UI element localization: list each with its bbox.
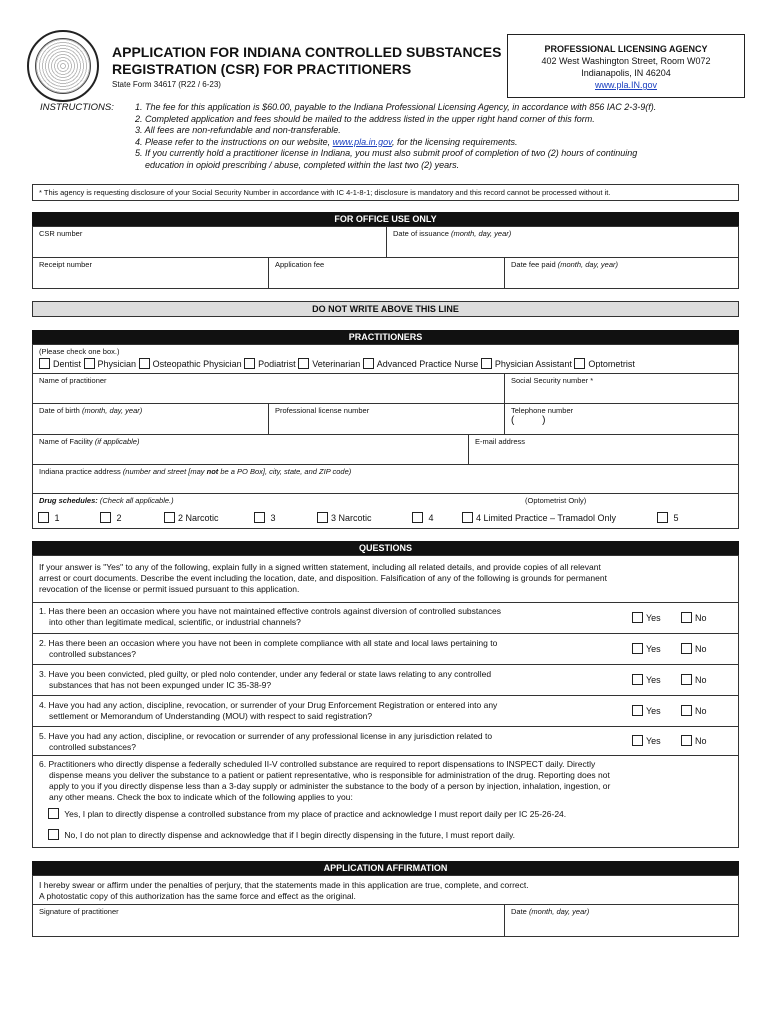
affirmation-line-1: I hereby swear or affirm under the penalties of perjury, that the statements made in this application are true, complete, and correct. — [39, 880, 529, 890]
q3-no — [681, 674, 707, 685]
ssn-notice: * This agency is requesting disclosure of your Social Security Number in accordance with IC 4-1-8-1; disclosure is mandatory and this record cannot be processed without it. — [32, 184, 739, 201]
pla-website-link[interactable]: www.pla.in.gov — [332, 136, 392, 147]
schedule-5-checkbox[interactable] — [657, 512, 668, 523]
q1-yes — [632, 612, 661, 623]
schedule-3 — [254, 512, 276, 523]
q4-no — [681, 705, 707, 716]
schedule-1-checkbox[interactable] — [38, 512, 49, 523]
q6-yes-option — [48, 808, 566, 820]
q2-no-label: No — [695, 644, 707, 654]
email-label: E-mail address — [475, 437, 526, 446]
signature-date-field[interactable] — [504, 904, 739, 937]
telephone-field[interactable] — [504, 403, 739, 435]
agency-name: PROFESSIONAL LICENSING AGENCY — [544, 44, 708, 54]
q2-yes-checkbox[interactable] — [632, 643, 643, 654]
date-issuance-hint: (month, day, year) — [450, 229, 512, 238]
date-issuance-label: Date of issuance — [393, 229, 449, 238]
q5-no — [681, 735, 707, 746]
q6-no-option — [48, 829, 515, 841]
q5-no-label: No — [695, 736, 707, 746]
q1-no — [681, 612, 707, 623]
csr-number-field[interactable] — [32, 226, 387, 258]
osteopathic-physician-checkbox[interactable] — [139, 358, 150, 369]
q4-yes-label: Yes — [646, 706, 661, 716]
date-of-birth-field[interactable] — [32, 403, 269, 435]
dentist-checkbox[interactable] — [39, 358, 50, 369]
instruction-5-line-1: 5. If you currently hold a practitioner license in Indiana, you must also submit proof of completion of two (2) hours of continuing — [135, 148, 638, 158]
schedule-2-label: 2 — [116, 513, 122, 523]
instruction-4 — [135, 137, 735, 149]
physician-checkbox[interactable] — [84, 358, 95, 369]
questions-heading: QUESTIONS — [32, 541, 739, 555]
application-fee-field[interactable] — [268, 257, 505, 289]
optometrist-label: Optometrist — [588, 359, 635, 369]
schedule-2n-checkbox[interactable] — [164, 512, 175, 523]
question-5-text-2: controlled substances? — [49, 742, 136, 752]
q1-yes-checkbox[interactable] — [632, 612, 643, 623]
questions-intro-2: arrest or court documents. Describe the event including the location, date, and disposition. Falsification of any of the following is grounds for permanent — [39, 573, 607, 583]
facility-name-field[interactable] — [32, 434, 469, 465]
q3-yes — [632, 674, 661, 685]
schedule-2-checkbox[interactable] — [100, 512, 111, 523]
veterinarian-label: Veterinarian — [312, 359, 361, 369]
q4-yes — [632, 705, 661, 716]
q2-no-checkbox[interactable] — [681, 643, 692, 654]
q6-yes-text: Yes, I plan to directly dispense a controlled substance from my place of practice and acknowledge I must report daily per IC 25-26-24. — [64, 809, 567, 819]
signature-date-label: Date — [511, 907, 527, 916]
schedule-4lp — [462, 512, 616, 523]
license-number-label: Professional license number — [275, 406, 370, 415]
agency-address-2: Indianapolis, IN 46204 — [581, 68, 671, 78]
practitioner-type-section — [32, 344, 739, 374]
question-6-line-1: 6. Practitioners who directly dispense a federally scheduled II-V controlled substance are required to report dispensations to INSPECT daily. Directly — [39, 759, 596, 769]
facility-label: Name of Facility — [39, 437, 93, 446]
q4-no-label: No — [695, 706, 707, 716]
signature-date-hint: (month, day, year) — [528, 907, 590, 916]
drug-schedules-label: Drug schedules: — [39, 496, 98, 505]
address-hint-not: not — [206, 467, 219, 476]
practitioners-heading: PRACTITIONERS — [32, 330, 739, 344]
schedule-3n — [317, 512, 372, 523]
physician-label: Physician — [97, 359, 137, 369]
agency-box — [507, 34, 745, 98]
question-3-text-2: substances that has not been expunged under IC 35-38-9? — [49, 680, 272, 690]
practitioner-name-label: Name of practitioner — [39, 376, 107, 385]
affirmation-statement — [32, 875, 739, 905]
affirmation-heading: APPLICATION AFFIRMATION — [32, 861, 739, 875]
ssn-label: Social Security number * — [511, 376, 594, 385]
schedule-1 — [38, 512, 60, 523]
optometrist-checkbox[interactable] — [574, 358, 585, 369]
receipt-number-label: Receipt number — [39, 260, 92, 269]
q2-yes-label: Yes — [646, 644, 661, 654]
q5-yes — [632, 735, 661, 746]
q6-yes-checkbox[interactable] — [48, 808, 59, 819]
q4-no-checkbox[interactable] — [681, 705, 692, 716]
schedule-3-checkbox[interactable] — [254, 512, 265, 523]
dob-label: Date of birth — [39, 406, 80, 415]
instruction-5-line-2: education in opioid prescribing / abuse, completed within the last two (2) years. — [145, 159, 460, 170]
schedule-5-label: 5 — [673, 513, 679, 523]
instruction-3: 3. All fees are non-refundable and non-transferable. — [135, 125, 341, 135]
agency-website-link[interactable]: www.pla.IN.gov — [594, 80, 658, 90]
physician-assistant-label: Physician Assistant — [494, 359, 572, 369]
address-hint-pre: (number and street [may — [122, 467, 207, 476]
instruction-2: 2. Completed application and fees should be mailed to the address listed in the upper right hand corner of this form. — [135, 113, 595, 124]
email-field[interactable] — [468, 434, 739, 465]
instructions-list — [135, 102, 735, 171]
q5-no-checkbox[interactable] — [681, 735, 692, 746]
q6-no-text: No, I do not plan to directly dispense and acknowledge that if I begin directly dispensing in the future, I must report daily. — [64, 830, 515, 840]
date-of-issuance-field[interactable] — [386, 226, 739, 258]
schedule-3-label: 3 — [270, 513, 276, 523]
q1-no-label: No — [695, 613, 707, 623]
ssn-field[interactable] — [504, 373, 739, 404]
date-fee-paid-field[interactable] — [504, 257, 739, 289]
title-line-2: REGISTRATION (CSR) FOR PRACTITIONERS — [112, 61, 412, 77]
schedule-2n-label: 2 Narcotic — [178, 513, 219, 523]
office-use-heading: FOR OFFICE USE ONLY — [32, 212, 739, 226]
schedule-2n — [164, 512, 219, 523]
license-number-field[interactable] — [268, 403, 505, 435]
signature-field[interactable] — [32, 904, 505, 937]
physician-assistant-checkbox[interactable] — [481, 358, 492, 369]
dentist-label: Dentist — [53, 359, 82, 369]
do-not-write-banner: DO NOT WRITE ABOVE THIS LINE — [32, 301, 739, 317]
receipt-number-field[interactable] — [32, 257, 269, 289]
optometrist-only-note: (Optometrist Only) — [525, 496, 587, 505]
facility-hint: (if applicable) — [94, 437, 140, 446]
schedule-1-label: 1 — [54, 513, 60, 523]
schedule-4lp-label: 4 Limited Practice – Tramadol Only — [476, 513, 617, 523]
q3-yes-label: Yes — [646, 675, 661, 685]
schedule-4-checkbox[interactable] — [412, 512, 423, 523]
question-6-line-2: dispense means you deliver the substance to a patient or patient representative, who is responsible for administration of the drug. Reporting does not — [49, 770, 610, 780]
date-fee-paid-label: Date fee paid — [511, 260, 556, 269]
address-hint — [123, 467, 351, 476]
q5-yes-label: Yes — [646, 736, 661, 746]
instruction-4-post: , for the licensing requirements. — [391, 136, 518, 147]
q3-yes-checkbox[interactable] — [632, 674, 643, 685]
dob-hint: (month, day, year) — [81, 406, 143, 415]
date-fee-paid-hint: (month, day, year) — [557, 260, 619, 269]
question-5-text: 5. Have you had any action, discipline, or revocation or surrender of any professional license in any jurisdiction related to — [39, 731, 493, 741]
advanced-practice-nurse-checkbox[interactable] — [363, 358, 374, 369]
question-1-text-2: into other than legitimate medical, scientific, or industrial channels? — [49, 617, 301, 627]
schedule-3n-label: 3 Narcotic — [331, 513, 372, 523]
question-4-text: 4. Have you had any action, discipline, revocation, or surrender of your Drug Enforcement Registration or entered into any — [39, 700, 498, 710]
affirmation-line-2: A photostatic copy of this authorization has the same force and effect as the original. — [39, 891, 356, 901]
q3-no-checkbox[interactable] — [681, 674, 692, 685]
question-6-line-3: apply to you if you directly dispense less than a 3-day supply or administer the substance to the body of a person by injection, inhalation, ingestion, or — [49, 781, 611, 791]
application-fee-label: Application fee — [275, 260, 325, 269]
agency-address-1: 402 West Washington Street, Room W072 — [541, 56, 711, 66]
q1-yes-label: Yes — [646, 613, 661, 623]
drug-schedules-section — [32, 493, 739, 529]
question-4-text-2: settlement or Memorandum of Understanding (MOU) with respect to said registration? — [49, 711, 373, 721]
q6-no-checkbox[interactable] — [48, 829, 59, 840]
q2-yes — [632, 643, 661, 654]
address-label: Indiana practice address — [39, 467, 121, 476]
check-one-label: (Please check one box.) — [39, 347, 120, 356]
schedule-5 — [657, 512, 679, 523]
podiatrist-label: Podiatrist — [258, 359, 296, 369]
instruction-4-pre: 4. Please refer to the instructions on our website, — [135, 136, 333, 147]
schedule-4-label: 4 — [428, 513, 434, 523]
schedule-3n-checkbox[interactable] — [317, 512, 328, 523]
address-hint-post: be a PO Box], city, state, and ZIP code) — [218, 467, 352, 476]
state-seal-inner — [35, 38, 91, 94]
practitioner-name-field[interactable] — [32, 373, 505, 404]
q4-yes-checkbox[interactable] — [632, 705, 643, 716]
question-3-text: 3. Have you been convicted, pled guilty, or pled nolo contender, under any federal or state laws relating to any controlled — [39, 669, 492, 679]
q5-yes-checkbox[interactable] — [632, 735, 643, 746]
csr-number-label: CSR number — [39, 229, 83, 238]
question-1-text: 1. Has there been an occasion where you have not maintained effective controls against diversion of controlled substances — [39, 606, 501, 616]
questions-intro — [32, 555, 739, 603]
q1-no-checkbox[interactable] — [681, 612, 692, 623]
practitioner-type-options — [39, 358, 732, 369]
q3-no-label: No — [695, 675, 707, 685]
veterinarian-checkbox[interactable] — [298, 358, 309, 369]
telephone-parens: ( ) — [511, 415, 546, 426]
questions-intro-3: revocation of the license or permit issued pursuant to this application. — [39, 584, 300, 594]
q2-no — [681, 643, 707, 654]
practice-address-field[interactable] — [32, 464, 739, 494]
signature-label: Signature of practitioner — [39, 907, 119, 916]
questions-intro-1: If your answer is "Yes" to any of the following, explain fully in a signed written statement, including all related details, and provide copies of all relevant — [39, 562, 601, 572]
podiatrist-checkbox[interactable] — [244, 358, 255, 369]
question-2-text-2: controlled substances? — [49, 649, 136, 659]
question-2-text: 2. Has there been an occasion where you have not been in complete compliance with all state and local laws pertaining to — [39, 638, 498, 648]
form-number: State Form 34617 (R22 / 6-23) — [112, 80, 221, 89]
advanced-practice-nurse-label: Advanced Practice Nurse — [376, 359, 479, 369]
instructions-label: INSTRUCTIONS: — [40, 102, 114, 113]
osteopathic-physician-label: Osteopathic Physician — [152, 359, 242, 369]
form-title — [112, 44, 507, 78]
instruction-1: 1. The fee for this application is $60.00, payable to the Indiana Professional Licensing Agency, in accordance with 856 IAC 2-3-9(f). — [135, 102, 657, 112]
schedule-4lp-checkbox[interactable] — [462, 512, 473, 523]
schedule-4 — [412, 512, 434, 523]
telephone-label: Telephone number — [511, 406, 574, 415]
question-6-line-4: any other means. Check the box to indicate which of the following applies to you: — [49, 792, 353, 802]
schedule-2 — [100, 512, 122, 523]
title-line-1: APPLICATION FOR INDIANA CONTROLLED SUBSTANCES — [112, 44, 502, 60]
drug-schedules-hint: (Check all applicable.) — [99, 496, 174, 505]
